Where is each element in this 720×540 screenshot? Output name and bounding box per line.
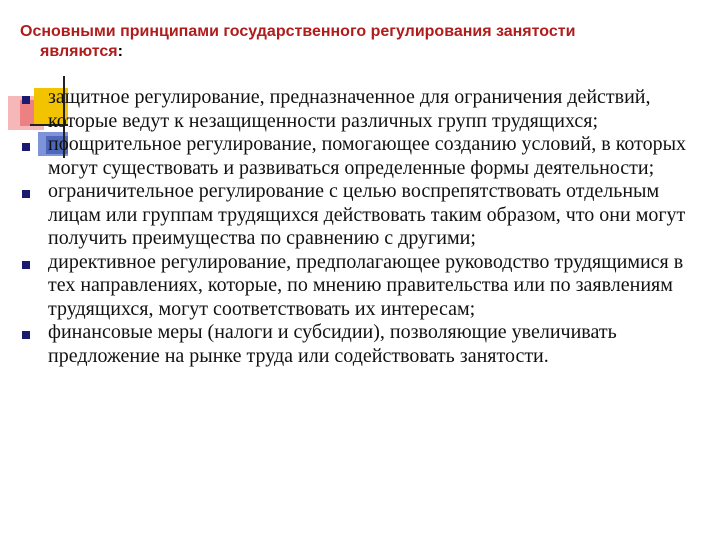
title-line-2-text: являются	[40, 43, 118, 60]
bullet-text: ограничительное регулирование с целью воспрепятствовать отдельным лицам или группам трудящихся действовать таким образом, что они могут получить преимущества по сравнению с другими;	[48, 180, 686, 249]
bullet-square-icon	[22, 190, 30, 198]
bullet-item-5	[20, 321, 710, 368]
bullet-square-icon	[22, 331, 30, 339]
bullet-text: поощрительное регулирование, помогающее созданию условий, в которых могут существовать и развиваться определенные формы деятельности;	[48, 133, 687, 179]
bullet-square-icon	[22, 96, 30, 104]
bullet-text: защитное регулирование, предназначенное для ограничения действий, которые ведут к незащищенности различных групп трудящихся;	[48, 86, 651, 132]
bullet-text: директивное регулирование, предполагающее руководство трудящимися в тех направлениях, которые, по мнению правительства или по заявлениям трудящихся, могут соответствовать их интересам;	[48, 250, 684, 320]
slide-title	[20, 22, 710, 62]
bullet-square-icon	[22, 261, 30, 269]
bullet-item-1	[20, 86, 710, 133]
title-line-2	[20, 42, 710, 62]
bullet-item-2	[20, 133, 710, 180]
bullet-list	[20, 86, 710, 368]
bullet-item-3	[20, 180, 710, 251]
title-line-1: Основными принципами государственного регулирования занятости	[20, 23, 576, 40]
bullet-text: финансовые меры (налоги и субсидии), позволяющие увеличивать предложение на рынке труда или содействовать занятости.	[48, 321, 617, 367]
bullet-square-icon	[22, 143, 30, 151]
title-colon: :	[117, 43, 123, 60]
bullet-item-4	[20, 251, 710, 322]
